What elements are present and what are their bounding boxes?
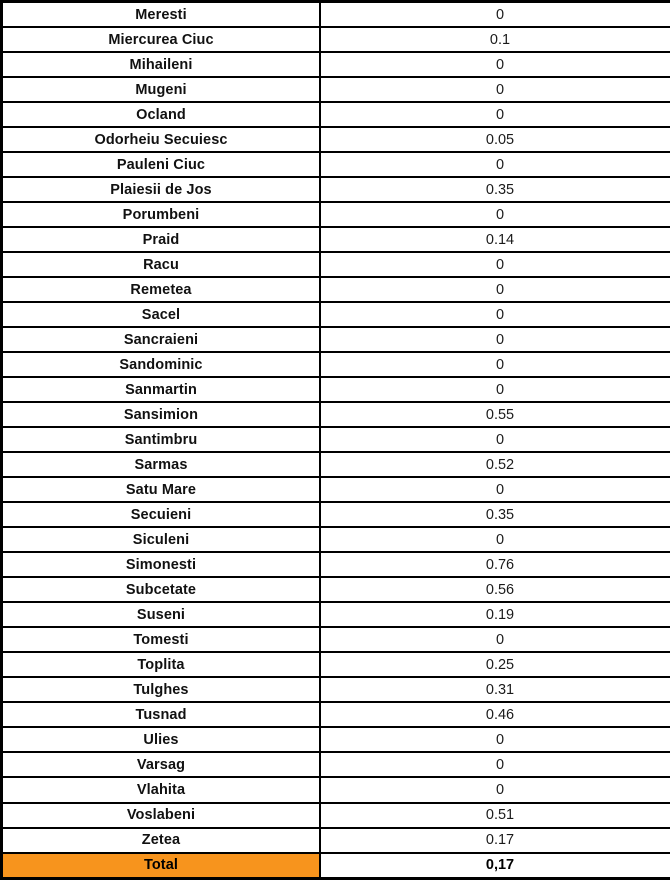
locality-value-cell: 0 — [320, 427, 670, 452]
table-row — [2, 777, 670, 802]
table-row — [2, 152, 670, 177]
locality-value-cell: 0 — [320, 527, 670, 552]
table-row — [2, 452, 670, 477]
table-row — [2, 377, 670, 402]
table-row — [2, 402, 670, 427]
locality-name-cell: Plaiesii de Jos — [2, 177, 321, 202]
locality-value-cell: 0 — [320, 377, 670, 402]
locality-name-cell: Porumbeni — [2, 202, 321, 227]
table-row — [2, 52, 670, 77]
locality-value-cell: 0 — [320, 477, 670, 502]
table-row — [2, 552, 670, 577]
locality-name-cell: Siculeni — [2, 527, 321, 552]
table-row — [2, 677, 670, 702]
locality-value-cell: 0 — [320, 327, 670, 352]
locality-name-cell: Toplita — [2, 652, 321, 677]
table-row — [2, 227, 670, 252]
locality-name-cell: Suseni — [2, 602, 321, 627]
locality-name-cell: Sandominic — [2, 352, 321, 377]
table-row — [2, 502, 670, 527]
table-row — [2, 127, 670, 152]
locality-value-cell: 0.14 — [320, 227, 670, 252]
locality-name-cell: Zetea — [2, 828, 321, 853]
locality-name-cell: Varsag — [2, 752, 321, 777]
table-row — [2, 702, 670, 727]
table-row — [2, 27, 670, 52]
locality-name-cell: Pauleni Ciuc — [2, 152, 321, 177]
locality-value-cell: 0.46 — [320, 702, 670, 727]
table-row — [2, 828, 670, 853]
locality-value-cell: 0 — [320, 52, 670, 77]
locality-name-cell: Meresti — [2, 2, 321, 28]
table-row — [2, 327, 670, 352]
locality-value-cell: 0 — [320, 152, 670, 177]
table-row — [2, 477, 670, 502]
table-row — [2, 302, 670, 327]
total-label-cell: Total — [2, 853, 321, 879]
locality-value-cell: 0.05 — [320, 127, 670, 152]
table-row — [2, 77, 670, 102]
locality-value-cell: 0.51 — [320, 803, 670, 828]
locality-name-cell: Tusnad — [2, 702, 321, 727]
locality-name-cell: Tomesti — [2, 627, 321, 652]
locality-value-cell: 0 — [320, 777, 670, 802]
locality-name-cell: Remetea — [2, 277, 321, 302]
locality-value-cell: 0.19 — [320, 602, 670, 627]
table-row — [2, 427, 670, 452]
table-row — [2, 352, 670, 377]
locality-value-cell: 0 — [320, 752, 670, 777]
table-row — [2, 803, 670, 828]
locality-name-cell: Tulghes — [2, 677, 321, 702]
locality-name-cell: Satu Mare — [2, 477, 321, 502]
total-row — [2, 853, 670, 879]
locality-name-cell: Santimbru — [2, 427, 321, 452]
locality-name-cell: Miercurea Ciuc — [2, 27, 321, 52]
table-row — [2, 627, 670, 652]
table-row — [2, 527, 670, 552]
locality-name-cell: Praid — [2, 227, 321, 252]
table-row — [2, 177, 670, 202]
locality-value-cell: 0.35 — [320, 177, 670, 202]
locality-value-cell: 0.76 — [320, 552, 670, 577]
locality-name-cell: Odorheiu Secuiesc — [2, 127, 321, 152]
locality-value-cell: 0 — [320, 2, 670, 28]
locality-value-cell: 0 — [320, 77, 670, 102]
table-body — [2, 2, 670, 879]
locality-value-cell: 0.17 — [320, 828, 670, 853]
locality-name-cell: Mihaileni — [2, 52, 321, 77]
locality-name-cell: Simonesti — [2, 552, 321, 577]
locality-value-cell: 0.52 — [320, 452, 670, 477]
locality-value-cell: 0.35 — [320, 502, 670, 527]
locality-value-cell: 0.55 — [320, 402, 670, 427]
table-row — [2, 277, 670, 302]
locality-name-cell: Voslabeni — [2, 803, 321, 828]
table-row — [2, 727, 670, 752]
table-row — [2, 652, 670, 677]
table-row — [2, 202, 670, 227]
table-row — [2, 577, 670, 602]
table-row — [2, 602, 670, 627]
locality-name-cell: Mugeni — [2, 77, 321, 102]
locality-value-cell: 0.1 — [320, 27, 670, 52]
table-row — [2, 2, 670, 28]
locality-name-cell: Racu — [2, 252, 321, 277]
locality-value-cell: 0 — [320, 352, 670, 377]
total-value-cell: 0,17 — [320, 853, 670, 879]
locality-value-cell: 0.25 — [320, 652, 670, 677]
locality-name-cell: Vlahita — [2, 777, 321, 802]
locality-name-cell: Sancraieni — [2, 327, 321, 352]
locality-value-cell: 0 — [320, 252, 670, 277]
locality-value-cell: 0 — [320, 627, 670, 652]
table-row — [2, 252, 670, 277]
locality-value-cell: 0 — [320, 277, 670, 302]
table-row — [2, 752, 670, 777]
locality-value-cell: 0 — [320, 727, 670, 752]
locality-name-cell: Sacel — [2, 302, 321, 327]
locality-value-cell: 0 — [320, 202, 670, 227]
locality-name-cell: Sarmas — [2, 452, 321, 477]
table-row — [2, 102, 670, 127]
locality-value-cell: 0 — [320, 302, 670, 327]
locality-name-cell: Secuieni — [2, 502, 321, 527]
locality-name-cell: Ulies — [2, 727, 321, 752]
locality-name-cell: Sansimion — [2, 402, 321, 427]
locality-value-cell: 0.56 — [320, 577, 670, 602]
locality-value-cell: 0.31 — [320, 677, 670, 702]
locality-name-cell: Sanmartin — [2, 377, 321, 402]
locality-name-cell: Subcetate — [2, 577, 321, 602]
locality-value-cell: 0 — [320, 102, 670, 127]
locality-name-cell: Ocland — [2, 102, 321, 127]
